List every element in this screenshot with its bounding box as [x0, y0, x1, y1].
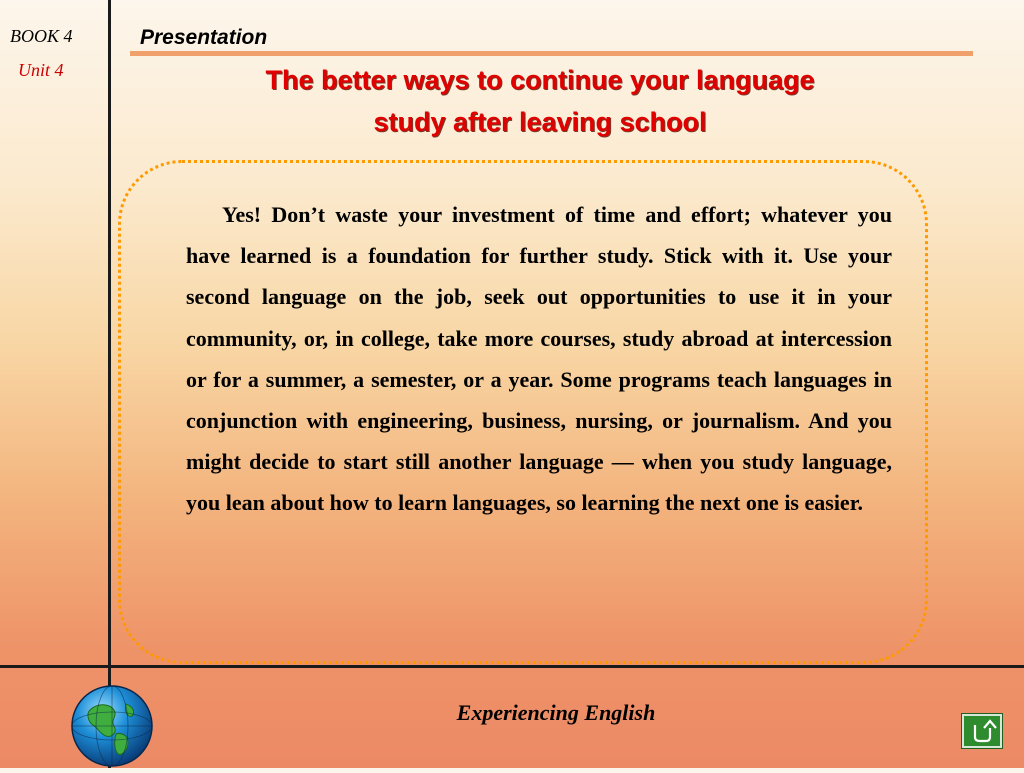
body-paragraph: Yes! Don’t waste your investment of time and effort; whatever you have learned is a foundation for further study. Stick with it. Use your second language on the job, seek out opportunities to use it in your community, or, in college, take more courses, study abroad at intercession or for a summer, a semester, or a year. Some programs teach languages in conjunction with engineering, business, nursing, or journalism. And you might decide to start still another language — when you study language, you lean about how to learn languages, so learning the next one is easier.	[186, 202, 892, 516]
slide-title	[160, 60, 920, 144]
globe-icon	[70, 684, 154, 768]
unit-label: Unit 4	[18, 60, 64, 80]
footer-title: Experiencing English	[456, 700, 656, 725]
slide-title-line-2: study after leaving school	[373, 106, 707, 137]
section-label: Presentation	[140, 26, 268, 49]
book-label: BOOK 4	[10, 26, 73, 46]
header-rule	[130, 51, 973, 56]
return-button[interactable]	[962, 714, 1002, 748]
footer-divider	[0, 665, 1024, 668]
vertical-divider	[108, 0, 111, 768]
return-arrow-icon	[964, 716, 1000, 746]
slide-title-line-1: The better ways to continue your language	[265, 65, 815, 95]
